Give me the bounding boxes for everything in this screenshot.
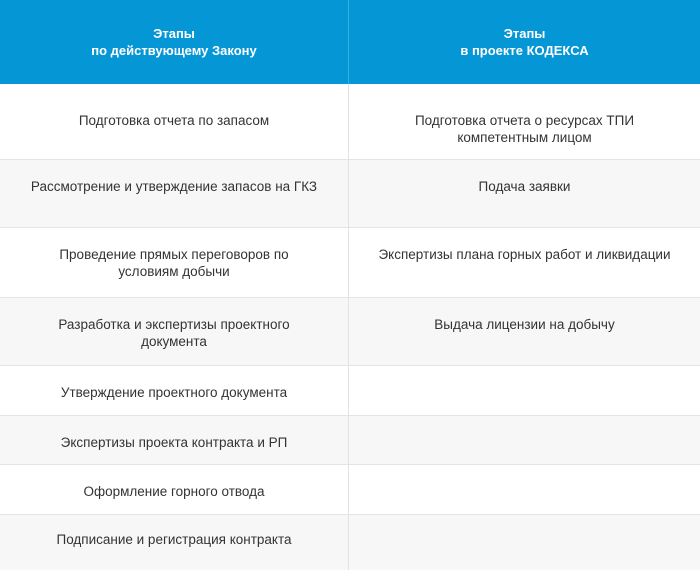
header-code-draft xyxy=(349,0,700,84)
table-cell-right: Подача заявки xyxy=(349,160,700,228)
header-current-law-line1: Этапы xyxy=(153,26,195,41)
table-cell-right xyxy=(349,416,700,465)
table-cell-left: Рассмотрение и утверждение запасов на ГКЗ xyxy=(0,160,348,228)
header-current-law-line2: по действующему Закону xyxy=(91,43,257,58)
table-cell-right xyxy=(349,465,700,515)
table-cell-right xyxy=(349,515,700,570)
table-cell-right: Выдача лицензии на добычу xyxy=(349,298,700,366)
table-cell-left: Подготовка отчета по запасом xyxy=(0,84,348,160)
table-cell-left: Утверждение проектного документа xyxy=(0,366,348,416)
table-cell-right xyxy=(349,366,700,416)
header-code-draft-line2: в проекте КОДЕКСА xyxy=(460,43,589,58)
header-current-law xyxy=(0,0,348,84)
header-code-draft-line1: Этапы xyxy=(503,26,546,41)
table-cell-right: Подготовка отчета о ресурсах ТПИ компетентным лицом xyxy=(349,84,700,160)
table-cell-left: Оформление горного отвода xyxy=(0,465,348,515)
table-cell-left: Подписание и регистрация контракта xyxy=(0,515,348,570)
table-cell-left: Разработка и экспертизы проектного документа xyxy=(0,298,348,366)
table-cell-left: Экспертизы проекта контракта и РП xyxy=(0,416,348,465)
table-cell-right: Экспертизы плана горных работ и ликвидации xyxy=(349,228,700,298)
table-cell-left: Проведение прямых переговоров по условиям добычи xyxy=(0,228,348,298)
